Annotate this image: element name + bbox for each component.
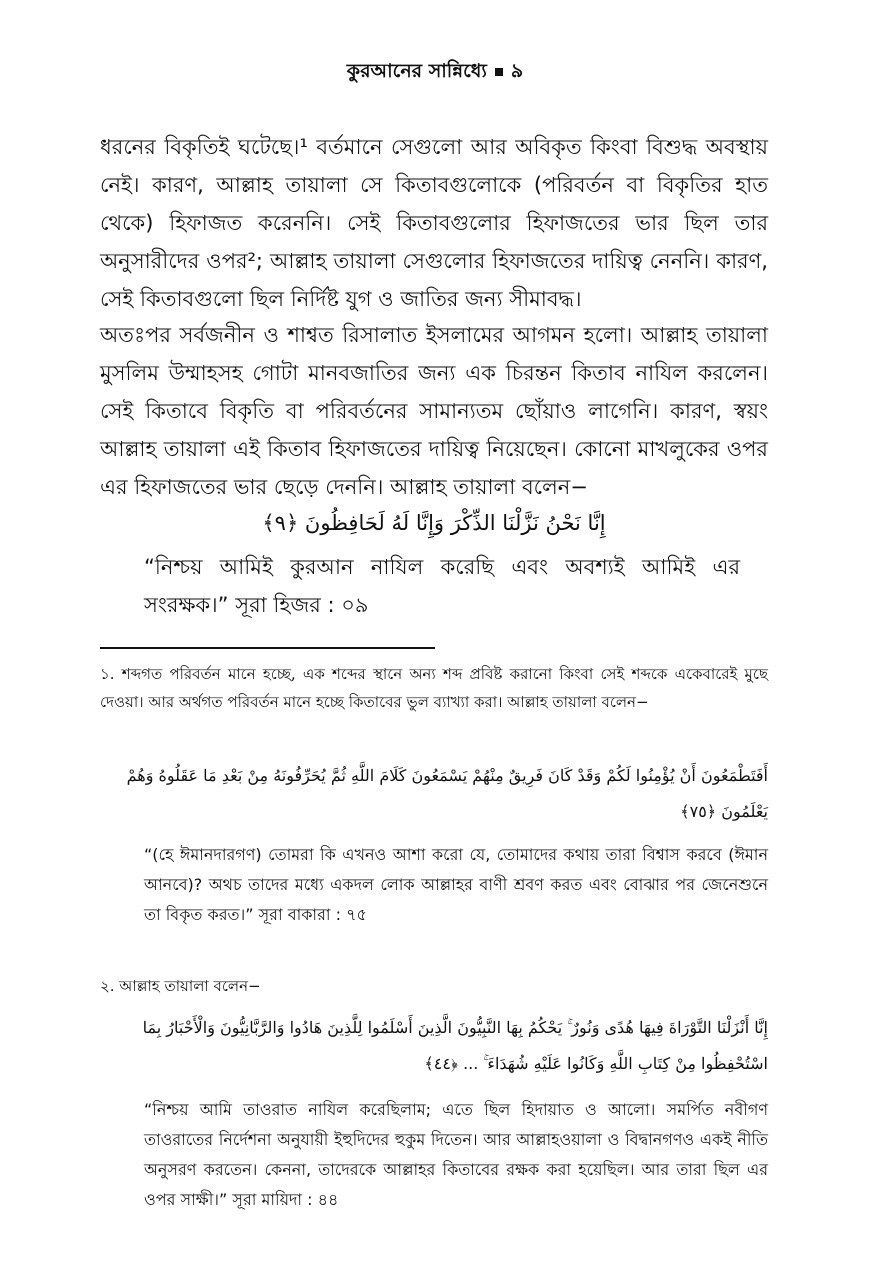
square-bullet-icon [495,68,503,76]
footnote-1-arabic-verse: أَفَتَطْمَعُونَ أَنْ يُؤْمِنُوا لَكُمْ وَقَدْ كَانَ فَرِيقٌ مِنْهُمْ يَسْمَعُونَ كَلَامَ اللَّهِ ثُمَّ يُحَرِّفُونَهُ مِنْ بَعْدِ مَا عَقَلُوهُ وَهُمْ يَعْلَمُونَ ﴿٧٥﴾ [126,766,768,821]
footnote-2-translation: “নিশ্চয় আমি তাওরাত নাযিল করেছিলাম; এতে ছিল হিদায়াত ও আলো। সমর্পিত নবীগণ তাওরাতের নির্দেশনা অনুযায়ী ইহুদিদের হুকুম দিতেন। আর আল্লাহওয়ালা ও বিদ্বানগণও একই নীতি অনুসরণ করতেন। কেননা, তাদেরকে আল্লাহর কিতাবের রক্ষক করা হয়েছিল। আর তারা ছিল এর ওপর সাক্ষী।” সূরা মায়িদা : ৪৪ [144,1100,768,1209]
running-header [0,57,870,89]
footnote-2-arabic-verse: إِنَّا أَنْزَلْنَا التَّوْرَاةَ فِيهَا هُدًى وَنُورٌ ۚ يَحْكُمُ بِهَا النَّبِيُّونَ الَّذِينَ أَسْلَمُوا لِلَّذِينَ هَادُوا وَالرَّبَّانِيُّونَ وَالْأَحْبَارُ بِمَا اسْتُحْفِظُوا مِنْ كِتَابِ اللَّهِ وَكَانُوا عَلَيْهِ شُهَدَاءَ ۚ ... ﴿٤٤﴾ [142,1018,768,1073]
footnote-1-translation: “(হে ঈমানদারগণ) তোমরা কি এখনও আশা করো যে, তোমাদের কথায় তারা বিশ্বাস করবে (ঈমান আনবে)? অথচ তাদের মধ্যে একদল লোক আল্লাহর বাণী শ্রবণ করত এবং বোঝার পর জেনেশুনে তা বিকৃত করত।” সূরা বাকারা : ৭৫ [144,845,768,924]
header-title: কুরআনের সান্নিধ্যে [346,60,487,82]
footnote-1-text: ১. শব্দগত পরিবর্তন মানে হচ্ছে, এক শব্দের স্থানে অন্য শব্দ প্রবিষ্ট করানো কিংবা সেই শব্দকে একেবারেই মুছে দেওয়া। আর অর্থগত পরিবর্তন মানে হচ্ছে কিতাবের ভুল ব্যাখ্যা করা। আল্লাহ তায়ালা বলেন− [100,665,768,711]
footnote-2-text: ২. আল্লাহ তায়ালা বলেন− [100,977,261,995]
body-paragraph-1: ধরনের বিকৃতিই ঘটেছে।¹ বর্তমানে সেগুলো আর অবিকৃত কিংবা বিশুদ্ধ অবস্থায় নেই। কারণ, আল্লাহ তায়ালা সে কিতাবগুলোকে (পরিবর্তন বা বিকৃতির হাত থেকে) হিফাজত করেননি। সেই কিতাবগুলোর হিফাজতের ভার ছিল তার অনুসারীদের ওপর²; আল্লাহ তায়ালা সেগুলোর হিফাজতের দায়িত্ব নেননি। কারণ, সেই কিতাবগুলো ছিল নির্দিষ্ট যুগ ও জাতির জন্য সীমাবদ্ধ। [100,135,768,311]
page-number: ৯ [510,60,524,82]
verse-translation-hijr-9: “নিশ্চয় আমিই কুরআন নাযিল করেছি এবং অবশ্যই আমিই এর সংরক্ষক।” সূরা হিজর : ০৯ [144,555,740,617]
quran-verse-hijr-9: إِنَّا نَحْنُ نَزَّلْنَا الذِّكْرَ وَإِنَّا لَهُ لَحَافِظُونَ ﴿٩﴾ [262,511,606,535]
body-paragraph-2: অতঃপর সর্বজনীন ও শাশ্বত রিসালাত ইসলামের আগমন হলো। আল্লাহ তায়ালা মুসলিম উম্মাহসহ গোটা মানবজাতির জন্য এক চিরন্তন কিতাব নাযিল করলেন। সেই কিতাবে বিকৃতি বা পরিবর্তনের সামান্যতম ছোঁয়াও লাগেনি। কারণ, স্বয়ং আল্লাহ তায়ালা এই কিতাব হিফাজতের দায়িত্ব নিয়েছেন। কোনো মাখলুকের ওপর এর হিফাজতের ভার ছেড়ে দেননি। আল্লাহ তায়ালা বলেন− [100,323,768,499]
footnote-divider [100,647,435,649]
